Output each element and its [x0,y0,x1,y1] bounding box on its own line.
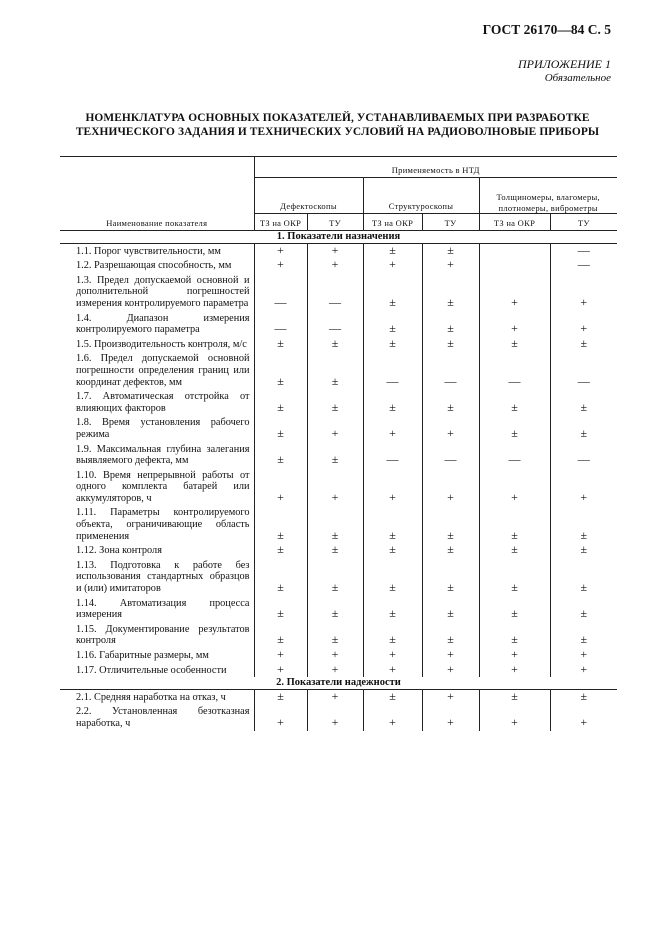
applicability-cell: ± [550,415,617,441]
table-row [60,442,617,468]
table-row [60,596,617,622]
indicator-name: 1.12. Зона контроля [76,545,162,557]
applicability-cell: ± [479,558,550,596]
applicability-cell: ± [479,543,550,558]
applicability-cell: ± [254,415,307,441]
subcolumn-header: ТЗ на ОКР [254,214,307,231]
applicability-cell: + [363,648,422,663]
standard-header: ГОСТ 26170—84 С. 5 [482,22,611,37]
group-header: Дефектоскопы [254,178,363,214]
section-header-row [60,677,617,689]
applicability-cell: + [254,648,307,663]
applicability-cell: ± [307,389,363,415]
applicability-cell: — [254,273,307,311]
indicator-name: 1.2. Разрешающая способность, мм [76,260,232,272]
applicability-cell: + [422,415,479,441]
applicability-cell: + [479,704,550,730]
applicability-cell: — [307,311,363,337]
group-header: Структуроскопы [363,178,479,214]
applicability-cell: — [550,351,617,389]
applicability-cell: + [422,468,479,506]
subcolumn-header: ТУ [307,214,363,231]
indicator-name: 2.2. Установленная безотказная наработка, ч [76,706,250,729]
applicability-cell: ± [254,442,307,468]
applicability-cell: — [479,442,550,468]
applicability-cell: ± [550,622,617,648]
appendix-title: ПРИЛОЖЕНИЕ 1 [518,57,611,71]
column-header-name: Наименование показателя [106,218,208,229]
appendix-status: Обязательное [544,72,611,84]
table-row [60,311,617,337]
indicator-name: 1.15. Документирование результатов контроля [76,623,250,647]
table-row [60,622,617,648]
applicability-cell: ± [363,558,422,596]
indicator-name: 1.1. Порог чувствительности, мм [76,245,221,257]
applicability-cell: ± [479,415,550,441]
applicability-cell: ± [479,505,550,543]
indicator-name: 1.13. Подготовка к работе без использования стандартных образцов и (или) имитаторов [76,559,250,595]
applicability-cell: + [550,468,617,506]
column-header-group: Применяемость в НТД [254,157,617,178]
applicability-cell: + [422,258,479,273]
applicability-cell: + [307,689,363,704]
applicability-cell: ± [363,596,422,622]
applicability-cell: + [363,415,422,441]
applicability-cell: ± [479,622,550,648]
applicability-cell: + [479,273,550,311]
applicability-cell: + [479,468,550,506]
applicability-cell: + [363,468,422,506]
applicability-cell: + [550,704,617,730]
applicability-cell: — [307,273,363,311]
applicability-cell: ± [422,622,479,648]
indicator-name: 1.8. Время установления рабочего режима [76,417,250,440]
applicability-cell: ± [479,596,550,622]
applicability-cell: ± [363,311,422,337]
applicability-cell: + [550,663,617,678]
section-title: 1. Показатели назначения [60,231,617,244]
indicator-name: 1.7. Автоматическая отстройка от влияющих факторов [76,391,250,414]
applicability-cell: ± [422,505,479,543]
applicability-cell: ± [550,337,617,352]
indicator-name: 1.6. Предел допускаемой основной погрешности определения границ или координат дефектов, мм [76,353,250,388]
applicability-cell: + [479,311,550,337]
table-row [60,689,617,704]
subcolumn-header: ТЗ на ОКР [363,214,422,231]
applicability-cell: + [363,663,422,678]
indicator-name: 2.1. Средняя наработка на отказ, ч [76,691,226,703]
applicability-cell: ± [363,543,422,558]
subcolumn-header: ТУ [422,214,479,231]
applicability-cell: ± [422,311,479,337]
table-row [60,258,617,273]
applicability-cell: + [363,704,422,730]
indicator-name: 1.16. Габаритные размеры, мм [76,650,209,661]
applicability-cell: ± [422,389,479,415]
applicability-cell: ± [422,543,479,558]
indicator-name: 1.3. Предел допускаемой основной и дополнительной погрешностей измерения контролируемого параметра [76,274,250,309]
applicability-cell: ± [254,596,307,622]
applicability-cell: ± [254,558,307,596]
indicator-name: 1.4. Диапазон измерения контролируемого параметра [76,312,250,336]
applicability-cell: ± [479,389,550,415]
applicability-cell: ± [550,689,617,704]
applicability-cell: ± [363,505,422,543]
table-row [60,468,617,506]
indicator-name: 1.5. Производительность контроля, м/с [76,338,247,350]
applicability-cell: ± [550,596,617,622]
table-row [60,558,617,596]
applicability-cell: ± [422,243,479,258]
applicability-cell: + [550,273,617,311]
applicability-cell: ± [422,558,479,596]
table-row [60,704,617,730]
table-body [60,157,617,731]
applicability-cell: ± [254,543,307,558]
section-title: 2. Показатели надежности [60,677,617,689]
applicability-cell: ± [307,442,363,468]
applicability-cell: — [422,351,479,389]
indicator-name: 1.14. Автоматизация процесса измерения [76,597,250,621]
group-header: Толщиномеры, влагомеры, плотномеры, виброметры [479,178,617,214]
table-row [60,543,617,558]
applicability-cell: ± [307,622,363,648]
applicability-cell: + [254,258,307,273]
applicability-cell: + [307,258,363,273]
applicability-cell: + [550,311,617,337]
indicator-name: 1.17. Отличительные особенности [76,664,227,676]
applicability-cell: ± [363,389,422,415]
applicability-cell: ± [550,389,617,415]
applicability-cell [479,243,550,258]
applicability-cell: + [422,648,479,663]
applicability-cell: ± [254,351,307,389]
applicability-cell: ± [363,622,422,648]
indicator-name: 1.10. Время непрерывной работы от одного комплекта батарей или аккумуляторов, ч [76,469,250,504]
applicability-cell: — [479,351,550,389]
applicability-cell: ± [422,273,479,311]
applicability-cell: + [422,704,479,730]
applicability-cell: + [307,415,363,441]
applicability-cell: — [550,258,617,273]
applicability-cell: ± [363,337,422,352]
applicability-cell: ± [307,596,363,622]
applicability-cell: ± [479,337,550,352]
applicability-cell: + [479,663,550,678]
applicability-cell: ± [422,596,479,622]
document-title [60,112,615,139]
table-row [60,389,617,415]
applicability-cell [479,258,550,273]
appendix-label [518,57,611,85]
applicability-cell: — [550,243,617,258]
applicability-cell: ± [307,543,363,558]
applicability-cell: ± [550,505,617,543]
applicability-cell: + [307,663,363,678]
applicability-cell: + [307,243,363,258]
applicability-cell: — [422,442,479,468]
applicability-cell: + [254,663,307,678]
applicability-cell: ± [307,337,363,352]
applicability-cell: + [363,258,422,273]
indicator-name: 1.11. Параметры контролируемого объекта, ограничивающие область применения [76,507,250,542]
applicability-cell: ± [307,558,363,596]
indicators-table [60,156,617,731]
applicability-cell: — [363,442,422,468]
title-line: НОМЕНКЛАТУРА ОСНОВНЫХ ПОКАЗАТЕЛЕЙ, УСТАНАВЛИВАЕМЫХ ПРИ РАЗРАБОТКЕ [85,112,590,124]
applicability-cell: + [479,648,550,663]
applicability-cell: ± [363,689,422,704]
applicability-cell: — [254,311,307,337]
applicability-cell: ± [254,622,307,648]
applicability-cell: + [307,468,363,506]
applicability-cell: + [422,689,479,704]
table-row [60,243,617,258]
applicability-cell: + [307,704,363,730]
section-header-row [60,231,617,244]
applicability-cell: ± [363,273,422,311]
applicability-cell: ± [254,337,307,352]
subcolumn-header: ТЗ на ОКР [479,214,550,231]
applicability-cell: ± [307,351,363,389]
applicability-cell: + [307,648,363,663]
applicability-cell: + [422,663,479,678]
table-row [60,648,617,663]
applicability-cell: ± [254,689,307,704]
table-row [60,337,617,352]
table-row [60,351,617,389]
applicability-cell: — [363,351,422,389]
applicability-cell: ± [422,337,479,352]
applicability-cell: ± [479,689,550,704]
applicability-cell: + [550,648,617,663]
subcolumn-header: ТУ [550,214,617,231]
table-row [60,663,617,678]
applicability-cell: ± [550,543,617,558]
applicability-cell: — [550,442,617,468]
applicability-cell: + [254,468,307,506]
applicability-cell: + [254,243,307,258]
indicator-name: 1.9. Максимальная глубина залегания выявляемого дефекта, мм [76,443,250,467]
title-line: ТЕХНИЧЕСКОГО ЗАДАНИЯ И ТЕХНИЧЕСКИХ УСЛОВИЙ НА РАДИОВОЛНОВЫЕ ПРИБОРЫ [75,125,600,138]
applicability-cell: + [254,704,307,730]
applicability-cell: ± [254,505,307,543]
table-row [60,505,617,543]
applicability-cell: ± [363,243,422,258]
applicability-cell: ± [254,389,307,415]
table-row [60,415,617,441]
applicability-cell: ± [550,558,617,596]
table-row [60,273,617,311]
applicability-cell: ± [307,505,363,543]
